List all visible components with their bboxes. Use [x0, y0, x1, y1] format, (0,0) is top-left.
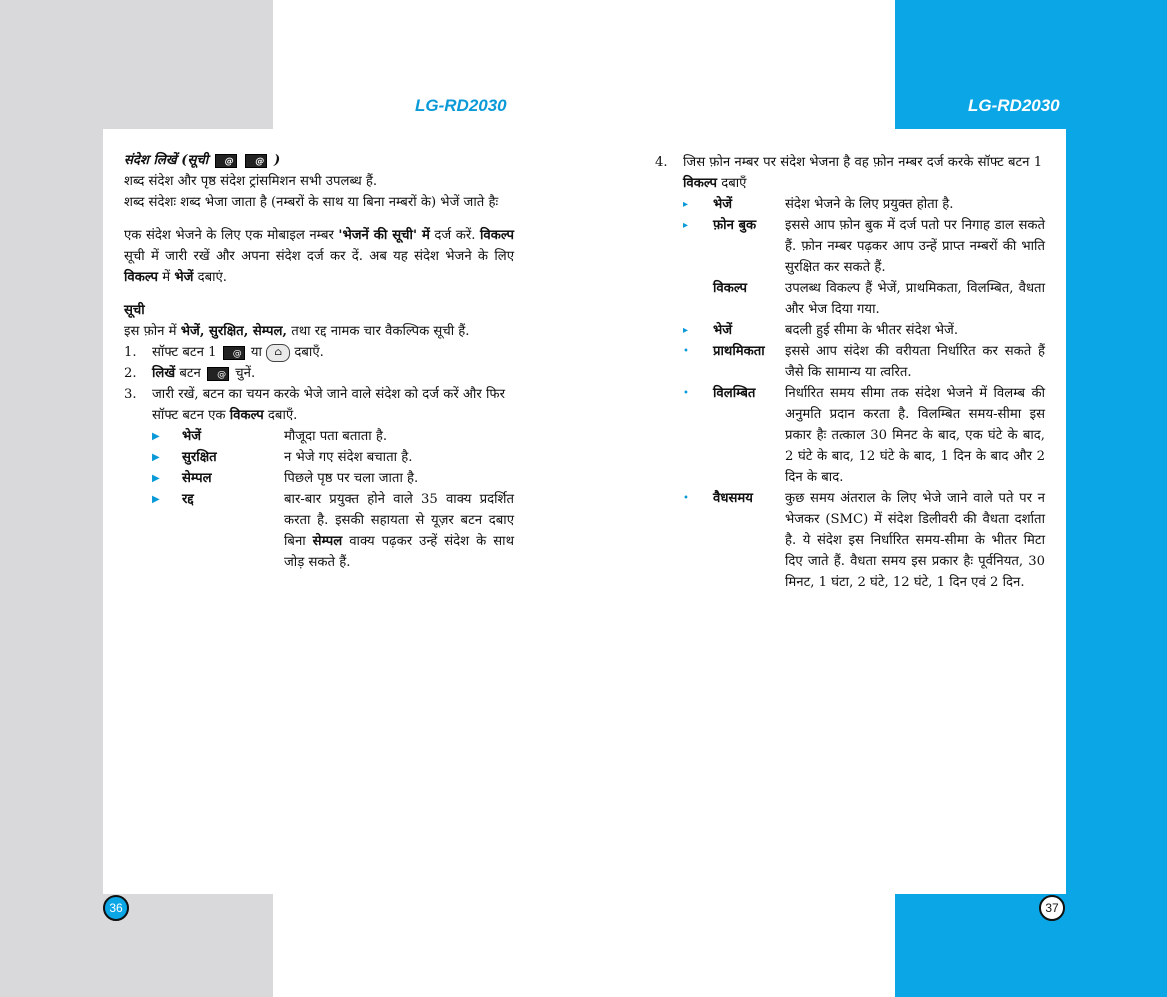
- section-heading: संदेश लिखें (सूची @ @ ): [124, 150, 514, 171]
- list-item: • वैधसमय कुछ समय अंतराल के लिए भेजे जाने वाले पते पर न भेजकर (SMC) में संदेश डिलीवरी की वैधता दर्शाता है. ये संदेश इस निर्धारित समय-सीमा के भीतर मिटा दिए जाते हैं. वैधता समय इस प्रकार हैः पूर्वनियत, 30 मिनट, 1 घंटा, 2 घंटे, 12 घंटे, 1 दिन एवं 2 दिन.: [683, 488, 1045, 593]
- list-item: • विलम्बित निर्धारित समय सीमा तक संदेश भेजने में विलम्ब की अनुमति प्रदान करता है. विलम्बित समय-सीमा इस प्रकार हैः तत्काल 30 मिनट के बाद, एक घंटे के बाद, 2 घंटे के बाद, 12 घंटे के बाद, 1 दिन के बाद और 2 दिन के बाद.: [683, 383, 1045, 488]
- left-page-content: [124, 150, 514, 573]
- list-item: ▶ भेजें मौजूदा पता बताता है.: [152, 426, 514, 447]
- step-item: 4. जिस फ़ोन नम्बर पर संदेश भेजना है वह फ़ोन नम्बर दर्ज करके सॉफ्ट बटन 1 विकल्प दबाएँ: [655, 155, 1043, 191]
- arrow-bullet-icon: ▸: [683, 325, 689, 336]
- arrow-bullet-icon: ▸: [683, 220, 689, 231]
- arrow-bullet-icon: ▶: [152, 473, 160, 484]
- list-intro: इस फ़ोन में भेजें, सुरक्षित, सेम्पल, तथा रद्द नामक चार वैकल्पिक सूची हैं.: [124, 324, 470, 339]
- instruction-paragraph: एक संदेश भेजने के लिए एक मोबाइल नम्बर 'भेजनें की सूची' में दर्ज करें. विकल्प सूची में जारी रखें और अपना संदेश दर्ज कर दें. अब यह संदेश भेजने के लिए विकल्प में भेजें दबाएं.: [124, 228, 515, 285]
- arrow-bullet-icon: ▶: [152, 494, 160, 505]
- page-number-right: 37: [1039, 895, 1065, 921]
- right-page-content: [655, 152, 1045, 593]
- soft-key-icon: [245, 154, 267, 168]
- list-item: ▶ सुरक्षित न भेजे गए संदेश बचाता है.: [152, 447, 514, 468]
- soft-key-icon: [207, 367, 229, 381]
- list-item: ▸ भेजें बदली हुई सीमा के भीतर संदेश भेजें.: [683, 320, 1045, 341]
- arrow-bullet-icon: ▶: [152, 452, 160, 463]
- model-label-left: LG-RD2030: [415, 96, 507, 115]
- soft-key-icon: [223, 346, 245, 360]
- intro-text: शब्द संदेश और पृष्ठ संदेश ट्रांसमिशन सभी उपलब्ध हैं.: [124, 174, 378, 189]
- list-item: ▸ फ़ोन बुक इससे आप फ़ोन बुक में दर्ज पतो पर निगाह डाल सकते हैं. फ़ोन नम्बर पढ़कर आप उन्हें प्राप्त नम्बरों की भाति सुरक्षित कर सकते हैं.: [683, 215, 1045, 278]
- step-item: 1. सॉफ्ट बटन 1 @ या ⌂ दबाएँ.: [124, 342, 514, 363]
- intro-text: शब्द संदेशः शब्द भेजा जाता है (नम्बरों के साथ या बिना नम्बरों के) भेजें जाते हैः: [124, 195, 499, 210]
- step-item: 3. जारी रखें, बटन का चयन करके भेजे जाने वाले संदेश को दर्ज करें और फिर सॉफ्ट बटन एक विकल्प दबाएँ.: [124, 387, 505, 423]
- option-list: [683, 194, 1045, 593]
- round-key-icon: ⌂: [266, 344, 290, 362]
- dot-bullet-icon: •: [683, 493, 689, 504]
- list-item: ▶ सेम्पल पिछले पृष्ठ पर चला जाता है.: [152, 468, 514, 489]
- model-label-right: LG-RD2030: [968, 96, 1060, 115]
- list-item: ▸ भेजें संदेश भेजने के लिए प्रयुक्त होता है.: [683, 194, 1045, 215]
- step-item: 2. लिखें बटन @ चुनें.: [124, 363, 514, 384]
- arrow-bullet-icon: ▸: [683, 199, 689, 210]
- list-item: • प्राथमिकता इससे आप संदेश की वरीयता निर्धारित कर सकते हैं जैसे कि सामान्य या त्वरित.: [683, 341, 1045, 383]
- dot-bullet-icon: •: [683, 346, 689, 357]
- list-title: सूची: [124, 303, 145, 318]
- page-number-left: 36: [103, 895, 129, 921]
- list-item: ▶ रद्द बार-बार प्रयुक्त होने वाले 35 वाक्य प्रदर्शित करता है. इसकी सहायता से यूज़र बटन दबाए बिना सेम्पल वाक्य पढ़कर उन्हें संदेश के साथ जोड़ सकते हैं.: [152, 489, 514, 573]
- dot-bullet-icon: •: [683, 388, 689, 399]
- bullet-placeholder: [683, 278, 713, 320]
- list-item: विकल्प उपलब्ध विकल्प हैं भेजें, प्राथमिकता, विलम्बित, वैधता और भेज दिया गया.: [683, 278, 1045, 320]
- soft-key-icon: [215, 154, 237, 168]
- arrow-bullet-icon: ▶: [152, 431, 160, 442]
- option-list: [152, 426, 514, 573]
